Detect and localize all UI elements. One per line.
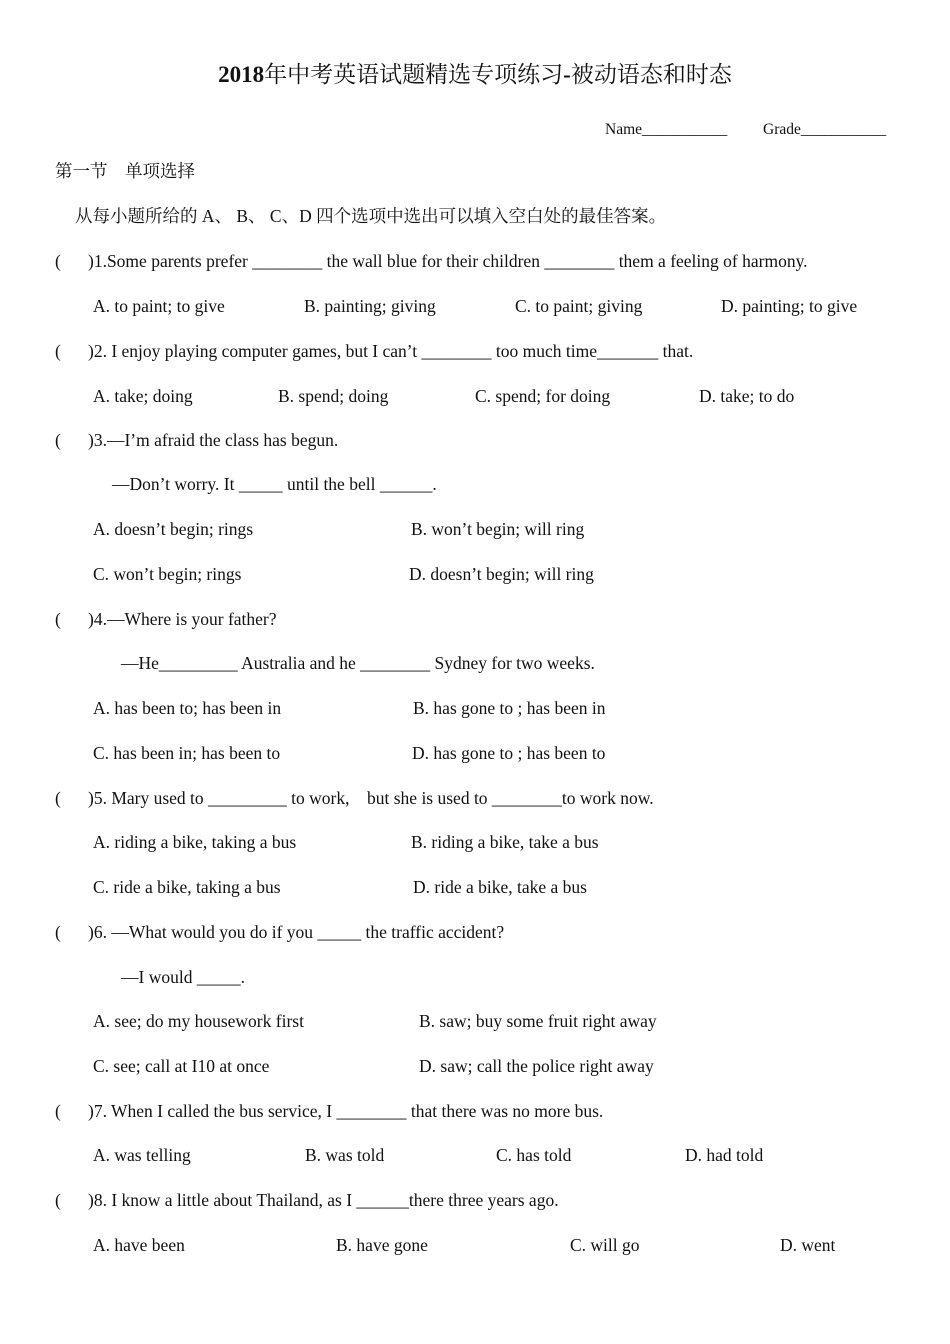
option-3c: C. won’t begin; rings [93,564,242,584]
option-5b: B. riding a bike, take a bus [411,832,599,852]
option-7c: C. has told [496,1145,572,1165]
option-2a: A. take; doing [93,386,193,406]
option-4b: B. has gone to ; has been in [413,698,606,718]
option-7a: A. was telling [93,1145,191,1165]
option-1d: D. painting; to give [721,296,858,316]
answer-paren: ( [55,341,61,361]
option-6b: B. saw; buy some fruit right away [419,1011,657,1031]
section-heading: 第一节 单项选择 [55,161,195,181]
option-5a: A. riding a bike, taking a bus [93,832,297,852]
answer-paren: ( [55,609,61,629]
option-2c: C. spend; for doing [475,386,611,406]
question-stem-8: )8. I know a little about Thailand, as I ______there three years ago. [88,1190,559,1210]
answer-paren: ( [55,430,61,450]
grade-field-label: Grade___________ [763,121,887,138]
question-stem-4: )4.—Where is your father? [88,609,277,629]
title-year: 2018 [218,62,265,87]
option-4c: C. has been in; has been to [93,743,281,763]
answer-paren: ( [55,251,61,271]
option-4a: A. has been to; has been in [93,698,282,718]
page-title [0,60,950,90]
option-1a: A. to paint; to give [93,296,225,316]
option-1c: C. to paint; giving [515,296,643,316]
question-3-reply: —Don’t worry. It _____ until the bell ______. [112,474,437,494]
question-4-reply: —He_________ Australia and he ________ Sydney for two weeks. [121,653,595,673]
question-stem-1: )1.Some parents prefer ________ the wall blue for their children ________ them a feeling of harmony. [88,251,808,271]
option-6d: D. saw; call the police right away [419,1056,654,1076]
option-3a: A. doesn’t begin; rings [93,519,254,539]
title-main: 年中考英语试题精选专项练习 [264,62,564,87]
option-2d: D. take; to do [699,386,795,406]
option-8d: D. went [780,1235,836,1255]
question-stem-2: )2. I enjoy playing computer games, but I can’t ________ too much time_______ that. [88,341,694,361]
option-1b: B. painting; giving [304,296,436,316]
option-7b: B. was told [305,1145,385,1165]
option-8c: C. will go [570,1235,640,1255]
option-8a: A. have been [93,1235,185,1255]
section-instruction: 从每小题所给的 A、 B、 C、D 四个选项中选出可以填入空白处的最佳答案。 [75,206,667,226]
question-6-reply: —I would _____. [121,967,245,987]
answer-paren: ( [55,1101,61,1121]
title-topic: 被动语态和时态 [570,62,732,87]
name-field-label: Name___________ [605,121,728,138]
option-6a: A. see; do my housework first [93,1011,304,1031]
option-5c: C. ride a bike, taking a bus [93,877,281,897]
option-5d: D. ride a bike, take a bus [413,877,587,897]
option-3d: D. doesn’t begin; will ring [409,564,594,584]
question-stem-3: )3.—I’m afraid the class has begun. [88,430,339,450]
option-3b: B. won’t begin; will ring [411,519,585,539]
option-4d: D. has gone to ; has been to [412,743,606,763]
question-stem-5: )5. Mary used to _________ to work, but she is used to ________to work now. [88,788,654,808]
question-stem-6: )6. —What would you do if you _____ the traffic accident? [88,922,505,942]
option-2b: B. spend; doing [278,386,389,406]
answer-paren: ( [55,922,61,942]
option-6c: C. see; call at I10 at once [93,1056,270,1076]
answer-paren: ( [55,1190,61,1210]
option-7d: D. had told [685,1145,764,1165]
question-stem-7: )7. When I called the bus service, I ________ that there was no more bus. [88,1101,604,1121]
title-dash: - [563,62,571,87]
answer-paren: ( [55,788,61,808]
option-8b: B. have gone [336,1235,428,1255]
